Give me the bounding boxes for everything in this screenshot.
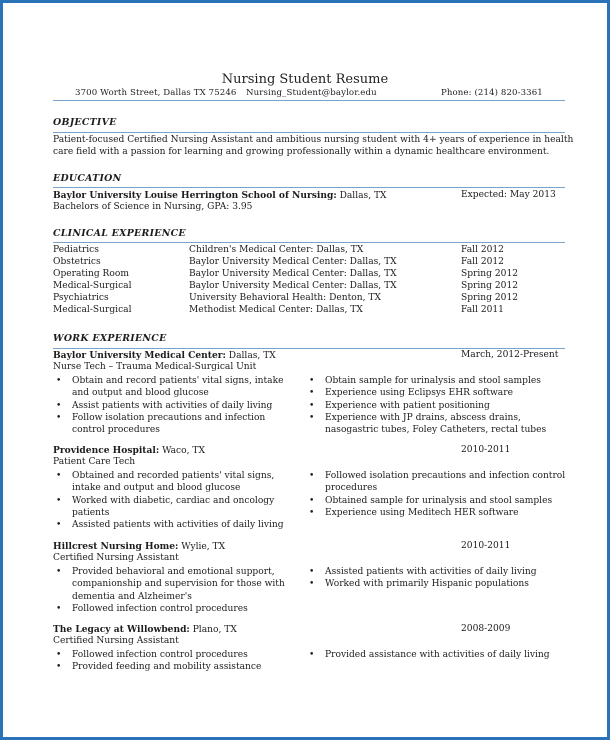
address: 3700 Worth Street, Dallas TX 75246 [75, 88, 237, 98]
job-1-employer [53, 350, 276, 361]
job-1-title: Nurse Tech – Trauma Medical-Surgical Unit [53, 362, 257, 372]
school-location: Dallas, TX [336, 191, 387, 201]
job-2-duties-right [308, 470, 570, 519]
list-item: • Obtain and record patients' vital signs, intake and output and blood glucose [55, 375, 297, 400]
job-4-employer-name: The Legacy at Willowbend: [53, 624, 190, 635]
table-row [53, 257, 563, 269]
education-heading: EDUCATION [53, 173, 122, 184]
job-4-title: Certified Nursing Assistant [53, 636, 179, 646]
clinical-place: Baylor University Medical Center: Dallas, TX [189, 269, 397, 279]
job-4-dates: 2008-2009 [461, 624, 511, 634]
job-4-duties-right [308, 649, 570, 661]
list-item: • Followed infection control procedures [55, 603, 291, 615]
list-item: • Worked with primarily Hispanic populations [308, 578, 570, 590]
list-item: • Obtain sample for urinalysis and stool samples [308, 375, 570, 387]
header-divider [53, 100, 565, 101]
objective-divider [53, 132, 565, 133]
clinical-place: Methodist Medical Center: Dallas, TX [189, 305, 363, 315]
work-divider [53, 348, 565, 349]
clinical-term: Spring 2012 [461, 293, 519, 303]
job-3-duties-right [308, 566, 570, 591]
job-2-duties-left [55, 470, 297, 531]
clinical-place: Children's Medical Center: Dallas, TX [189, 245, 364, 255]
list-item: • Assist patients with activities of daily living [55, 400, 297, 412]
list-item: • Experience with patient positioning [308, 400, 570, 412]
job-3-employer-name: Hillcrest Nursing Home: [53, 541, 179, 552]
job-3-duties-left [55, 566, 291, 615]
list-item: • Obtained sample for urinalysis and stool samples [308, 495, 570, 507]
objective-line-2: care field with a passion for learning and growing professionally within a dynamic healthcare environment. [53, 147, 550, 157]
job-1-duties-right [308, 375, 570, 436]
education-school [53, 190, 387, 201]
clinical-place: Baylor University Medical Center: Dallas, TX [189, 281, 397, 291]
clinical-term: Fall 2012 [461, 257, 504, 267]
job-2-employer-name: Providence Hospital: [53, 445, 160, 456]
table-row [53, 281, 563, 293]
list-item: • Provided feeding and mobility assistance [55, 661, 297, 673]
list-item: • Assisted patients with activities of daily living [308, 566, 570, 578]
job-4-duties-left [55, 649, 297, 674]
table-row [53, 269, 563, 281]
objective-heading: OBJECTIVE [53, 117, 117, 128]
job-2-title: Patient Care Tech [53, 457, 136, 467]
clinical-term: Fall 2012 [461, 245, 504, 255]
table-row [53, 293, 563, 305]
objective-line-1: Patient-focused Certified Nursing Assistant and ambitious nursing student with 4+ years of experience in health [53, 135, 574, 145]
school-name: Baylor University Louise Herrington School of Nursing: [53, 190, 337, 201]
list-item: • Followed isolation precautions and infection control procedures [308, 470, 570, 495]
job-1-location: Dallas, TX [225, 351, 276, 361]
job-1-duties-left [55, 375, 297, 436]
job-3-employer [53, 541, 225, 552]
clinical-area: Psychiatrics [53, 293, 109, 303]
job-3-dates: 2010-2011 [461, 541, 511, 551]
list-item: • Provided behavioral and emotional support, companionship and supervision for those with dementia and Alzheimer's [55, 566, 291, 603]
clinical-place: University Behavioral Health: Denton, TX [189, 293, 381, 303]
clinical-term: Spring 2012 [461, 281, 519, 291]
job-3-location: Wylie, TX [178, 542, 226, 552]
email: Nursing_Student@baylor.edu [246, 88, 377, 98]
job-1-employer-name: Baylor University Medical Center: [53, 350, 226, 361]
list-item: • Experience using Meditech HER software [308, 507, 570, 519]
clinical-term: Spring 2012 [461, 269, 519, 279]
table-row [53, 305, 563, 317]
list-item: • Follow isolation precautions and infection control procedures [55, 412, 297, 437]
education-expected: Expected: May 2013 [461, 190, 556, 200]
resume-title: Nursing Student Resume [221, 72, 389, 87]
clinical-area: Operating Room [53, 269, 129, 279]
list-item: • Obtained and recorded patients' vital signs, intake and output and blood glucose [55, 470, 297, 495]
clinical-heading: CLINICAL EXPERIENCE [53, 228, 186, 239]
clinical-place: Baylor University Medical Center: Dallas, TX [189, 257, 397, 267]
job-2-location: Waco, TX [159, 446, 205, 456]
list-item: • Experience with JP drains, abscess drains, nasogastric tubes, Foley Catheters, rectal tubes [308, 412, 570, 437]
clinical-divider [53, 242, 565, 243]
list-item: • Followed infection control procedures [55, 649, 297, 661]
job-1-dates: March, 2012-Present [461, 350, 559, 360]
job-2-employer [53, 445, 205, 456]
clinical-term: Fall 2011 [461, 305, 504, 315]
job-3-title: Certified Nursing Assistant [53, 553, 179, 563]
phone: Phone: (214) 820-3361 [441, 88, 543, 98]
table-row [53, 245, 563, 257]
clinical-area: Obstetrics [53, 257, 101, 267]
education-divider [53, 187, 565, 188]
list-item: • Worked with diabetic, cardiac and oncology patients [55, 495, 297, 520]
job-4-employer [53, 624, 237, 635]
work-heading: WORK EXPERIENCE [53, 333, 167, 344]
clinical-area: Medical-Surgical [53, 305, 132, 315]
job-4-location: Plano, TX [189, 625, 237, 635]
resume-page [3, 3, 607, 737]
list-item: • Provided assistance with activities of daily living [308, 649, 570, 661]
list-item: • Experience using Eclipsys EHR software [308, 387, 570, 399]
education-degree: Bachelors of Science in Nursing, GPA: 3.95 [53, 202, 253, 212]
list-item: • Assisted patients with activities of daily living [55, 519, 297, 531]
clinical-area: Pediatrics [53, 245, 99, 255]
clinical-area: Medical-Surgical [53, 281, 132, 291]
job-2-dates: 2010-2011 [461, 445, 511, 455]
